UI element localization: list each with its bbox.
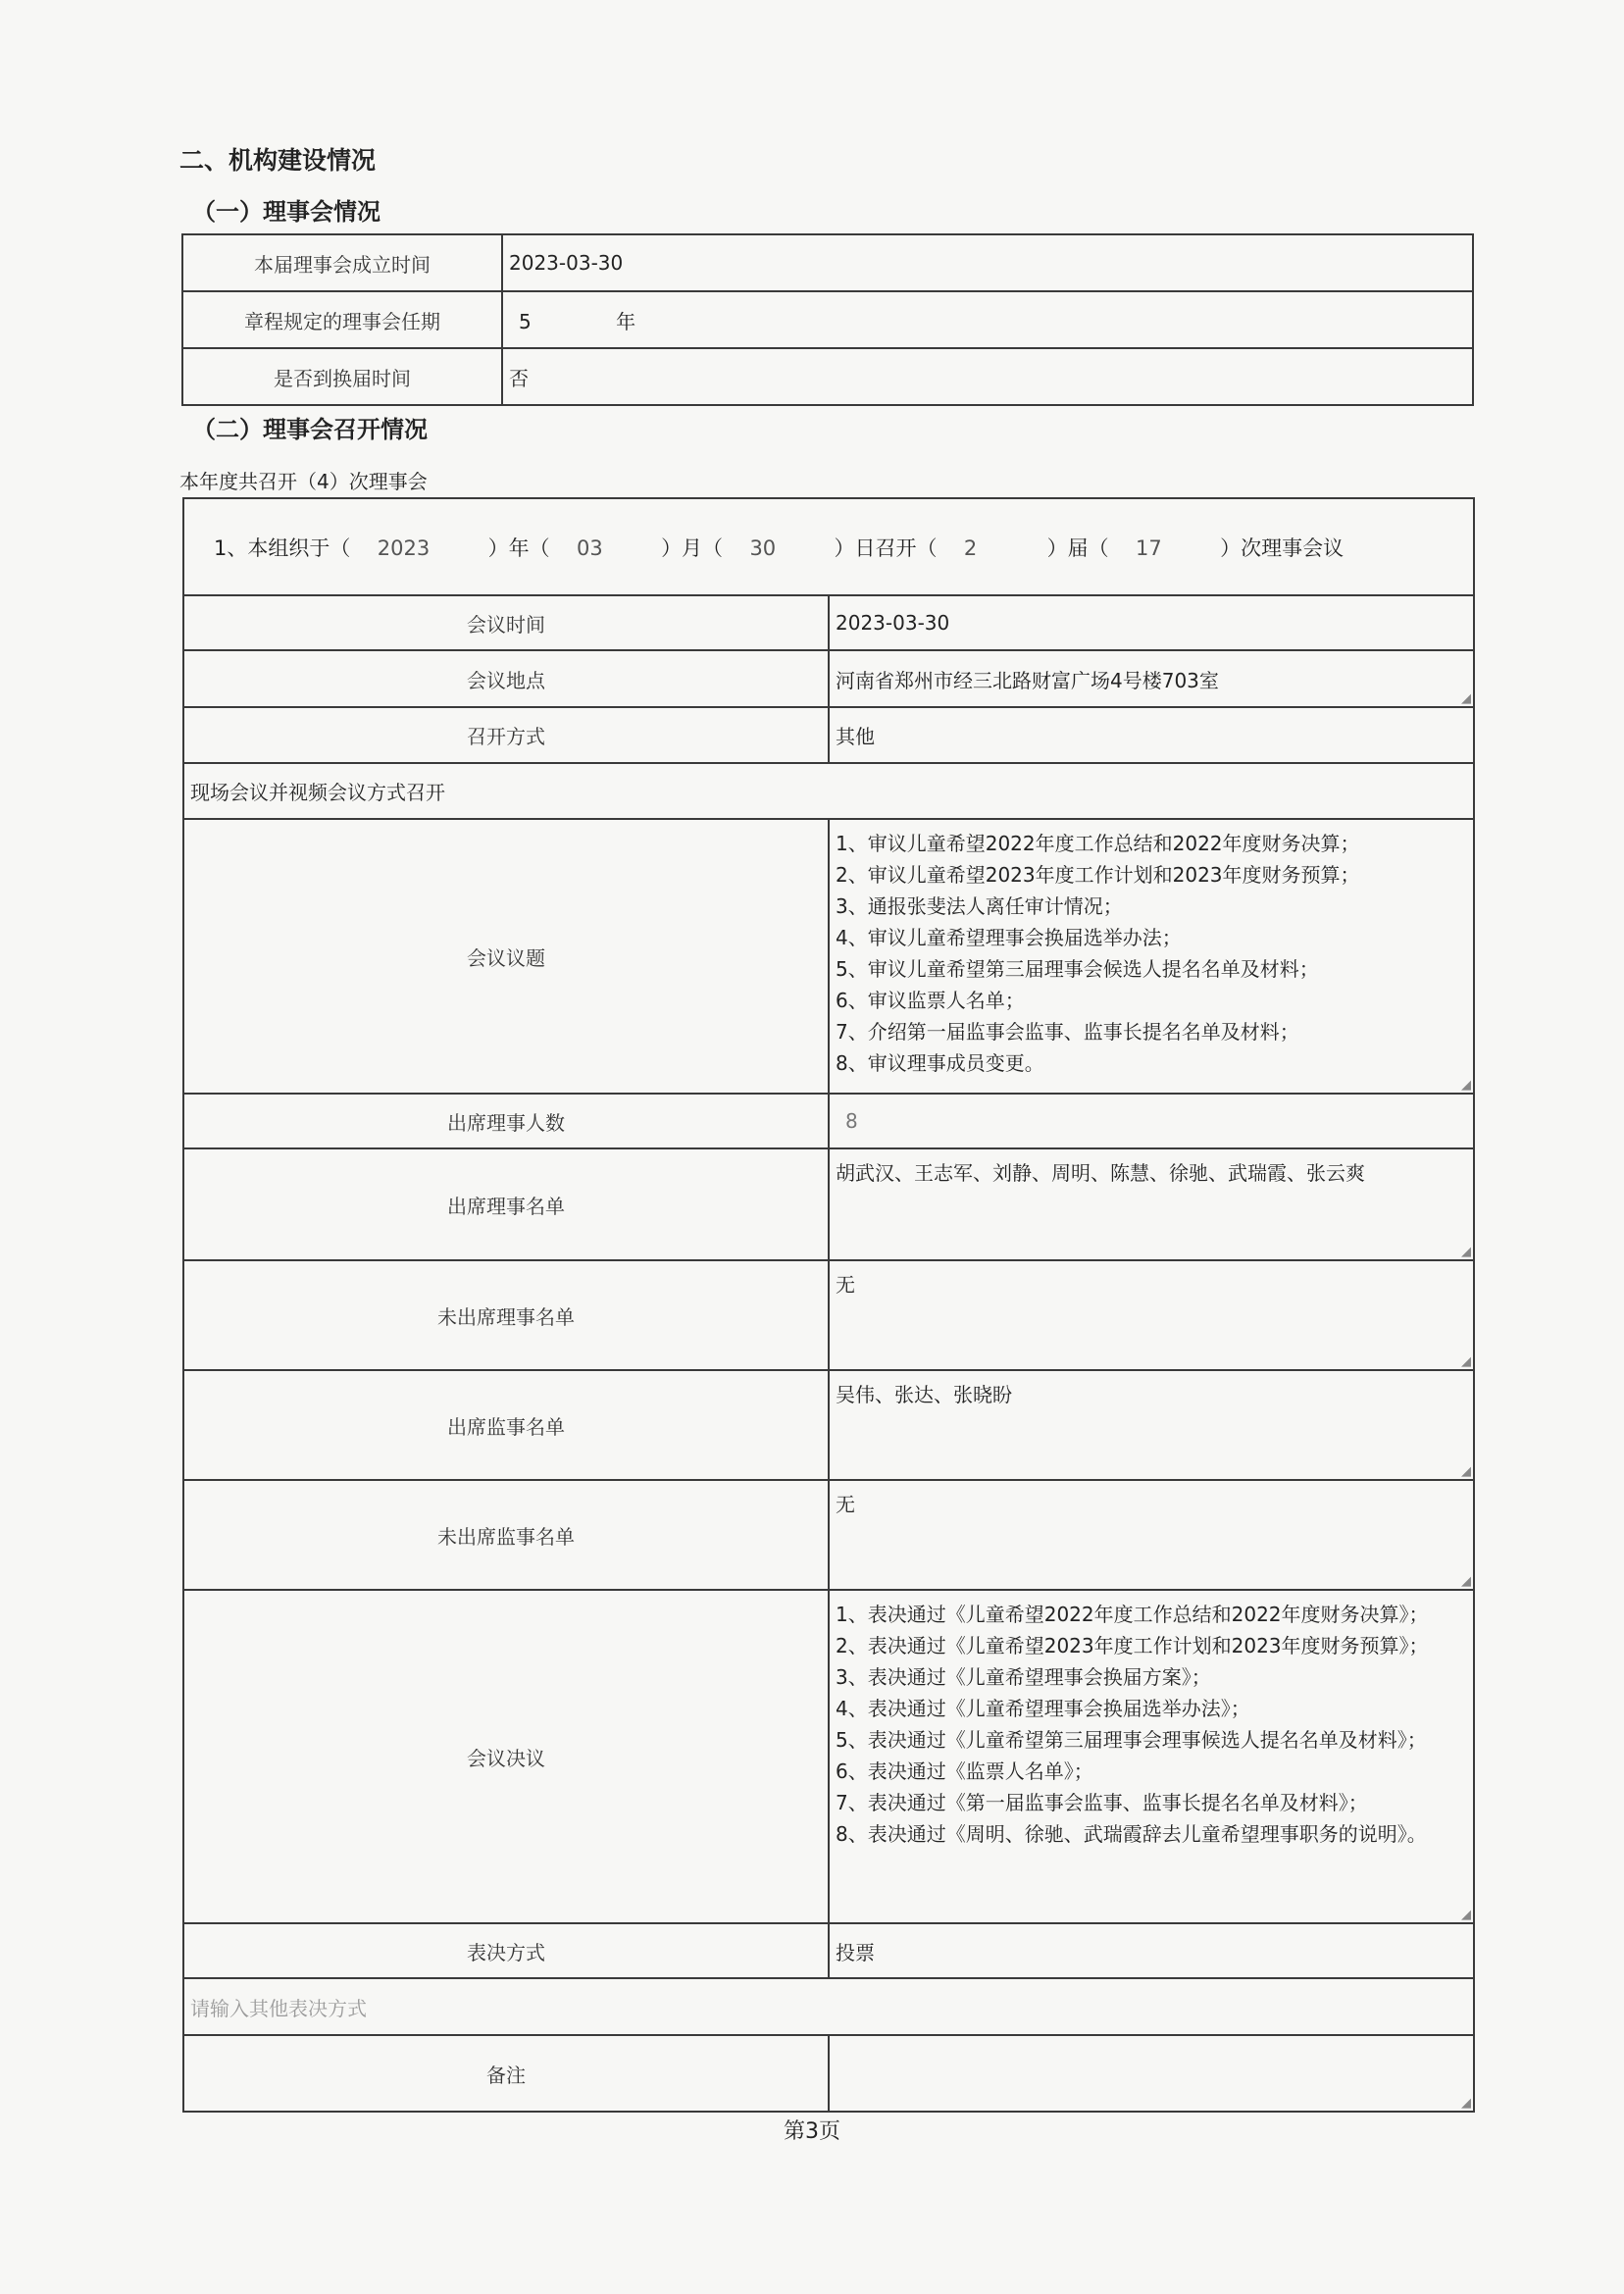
resize-handle-icon[interactable]: ◢ (1461, 1078, 1471, 1093)
resolution-item: 2、表决通过《儿童希望2023年度工作计划和2023年度财务预算》； (836, 1634, 1429, 1657)
table-row (183, 650, 1474, 707)
agenda-item: 5、审议儿童希望第三届理事会候选人提名名单及材料； (836, 957, 1319, 981)
resize-handle-icon[interactable]: ◢ (1461, 1574, 1471, 1589)
meeting-location-label: 会议地点 (183, 650, 829, 707)
meeting-session-field[interactable]: 2 (963, 535, 978, 560)
meeting-time-label: 会议时间 (183, 595, 829, 650)
table-row (183, 1260, 1474, 1370)
table-row (183, 2035, 1474, 2112)
board-info-table (181, 233, 1474, 406)
resolutions-field[interactable] (829, 1590, 1474, 1923)
agenda-field[interactable] (829, 819, 1474, 1094)
meeting-day-suffix: ）日召开（ (834, 535, 938, 560)
absent-directors-label: 未出席理事名单 (183, 1260, 829, 1370)
table-row (183, 763, 1474, 819)
table-row (183, 1370, 1474, 1480)
remarks-field[interactable] (829, 2035, 1474, 2112)
voting-method-field[interactable]: 投票 (829, 1923, 1474, 1978)
table-row (183, 1978, 1474, 2035)
other-voting-method-input[interactable]: 请输入其他表决方式 (183, 1978, 1474, 2035)
page-number: 第3页 (784, 2119, 840, 2144)
resize-handle-icon[interactable]: ◢ (1461, 1245, 1471, 1259)
founding-date-field[interactable]: 2023-03-30 (502, 234, 1473, 291)
meeting-method-field[interactable]: 其他 (829, 707, 1474, 763)
remarks-label: 备注 (183, 2035, 829, 2112)
section-title: 二、机构建设情况 (179, 146, 377, 175)
table-row (183, 707, 1474, 763)
attending-directors-value: 胡武汉、王志军、刘静、周明、陈慧、徐驰、武瑞霞、张云爽 (836, 1161, 1365, 1185)
term-expired-field[interactable]: 否 (502, 348, 1473, 405)
meeting-method-detail-field[interactable]: 现场会议并视频会议方式召开 (183, 763, 1474, 819)
resolution-item: 8、表决通过《周明、徐驰、武瑞霞辞去儿童希望理事职务的说明》。 (836, 1822, 1427, 1846)
term-label: 章程规定的理事会任期 (182, 291, 502, 348)
table-row (183, 1480, 1474, 1590)
agenda-item: 6、审议监票人名单； (836, 989, 1025, 1012)
attending-supervisors-value: 吴伟、张达、张晓盼 (836, 1383, 1012, 1406)
board-info-title: （一）理事会情况 (192, 198, 381, 226)
attending-count-value: 8 (845, 1109, 858, 1133)
absent-supervisors-value: 无 (836, 1493, 855, 1516)
table-row (182, 348, 1473, 405)
attending-directors-field[interactable] (829, 1148, 1474, 1260)
meeting-table (182, 497, 1475, 2113)
meeting-month-suffix: ）月（ (661, 535, 724, 560)
agenda-item: 4、审议儿童希望理事会换届选举办法； (836, 926, 1182, 949)
agenda-item: 3、通报张斐法人离任审计情况； (836, 894, 1123, 918)
agenda-label: 会议议题 (183, 819, 829, 1094)
meeting-location-field[interactable] (829, 650, 1474, 707)
term-field[interactable] (502, 291, 1473, 348)
founding-date-label: 本届理事会成立时间 (182, 234, 502, 291)
resize-handle-icon[interactable]: ◢ (1461, 2096, 1471, 2111)
meeting-day-field[interactable]: 30 (749, 535, 777, 560)
table-row (182, 291, 1473, 348)
resolution-item: 7、表决通过《第一届监事会监事、监事长提名名单及材料》； (836, 1791, 1368, 1814)
agenda-item: 1、审议儿童希望2022年度工作总结和2022年度财务决算； (836, 832, 1360, 855)
agenda-item: 2、审议儿童希望2023年度工作计划和2023年度财务预算； (836, 863, 1360, 887)
resolution-item: 1、表决通过《儿童希望2022年度工作总结和2022年度财务决算》； (836, 1603, 1429, 1626)
absent-directors-value: 无 (836, 1273, 855, 1297)
table-row (183, 1590, 1474, 1923)
agenda-item: 7、介绍第一届监事会监事、监事长提名名单及材料； (836, 1020, 1299, 1044)
attending-count-label: 出席理事人数 (183, 1094, 829, 1148)
meeting-method-label: 召开方式 (183, 707, 829, 763)
resolutions-list (836, 1599, 1453, 1850)
resize-handle-icon[interactable]: ◢ (1461, 1464, 1471, 1479)
resize-handle-icon[interactable]: ◢ (1461, 1354, 1471, 1369)
meeting-year-suffix: ）年（ (487, 535, 550, 560)
resolutions-label: 会议决议 (183, 1590, 829, 1923)
table-row (183, 595, 1474, 650)
resolution-item: 4、表决通过《儿童希望理事会换届选举办法》； (836, 1697, 1250, 1720)
resolution-item: 6、表决通过《监票人名单》； (836, 1759, 1093, 1783)
absent-supervisors-label: 未出席监事名单 (183, 1480, 829, 1590)
term-expired-label: 是否到换届时间 (182, 348, 502, 405)
attending-count-field[interactable] (829, 1094, 1474, 1148)
meeting-number-suffix: ）次理事会议 (1220, 535, 1345, 560)
meeting-year-field[interactable]: 2023 (377, 535, 431, 560)
term-value: 5 (519, 309, 532, 333)
term-unit: 年 (616, 309, 636, 333)
table-row (183, 1094, 1474, 1148)
table-row (183, 1148, 1474, 1260)
resize-handle-icon[interactable]: ◢ (1461, 691, 1471, 706)
table-row (183, 1923, 1474, 1978)
meeting-header (183, 498, 1474, 595)
attending-directors-label: 出席理事名单 (183, 1148, 829, 1260)
meeting-number-field[interactable]: 17 (1136, 535, 1162, 560)
resolution-item: 5、表决通过《儿童希望第三届理事会理事候选人提名名单及材料》； (836, 1728, 1427, 1752)
attending-supervisors-label: 出席监事名单 (183, 1370, 829, 1480)
meeting-time-field[interactable]: 2023-03-30 (829, 595, 1474, 650)
resolution-item: 3、表决通过《儿童希望理事会换届方案》； (836, 1665, 1211, 1689)
meeting-session-suffix: ）届（ (1046, 535, 1109, 560)
voting-method-label: 表决方式 (183, 1923, 829, 1978)
meeting-location-value: 河南省郑州市经三北路财富广场4号楼703室 (836, 668, 1219, 692)
attending-supervisors-field[interactable] (829, 1370, 1474, 1480)
table-row (183, 819, 1474, 1094)
meetings-title: （二）理事会召开情况 (192, 416, 428, 443)
resize-handle-icon[interactable]: ◢ (1461, 1908, 1471, 1922)
meeting-header-prefix: 1、本组织于（ (214, 535, 351, 560)
table-row (182, 234, 1473, 291)
absent-supervisors-field[interactable] (829, 1480, 1474, 1590)
agenda-item: 8、审议理事成员变更。 (836, 1051, 1044, 1075)
absent-directors-field[interactable] (829, 1260, 1474, 1370)
meeting-month-field[interactable]: 03 (576, 535, 603, 560)
table-row (183, 498, 1474, 595)
meeting-count-summary: 本年度共召开（4）次理事会 (179, 470, 428, 493)
agenda-list (836, 828, 1453, 1079)
